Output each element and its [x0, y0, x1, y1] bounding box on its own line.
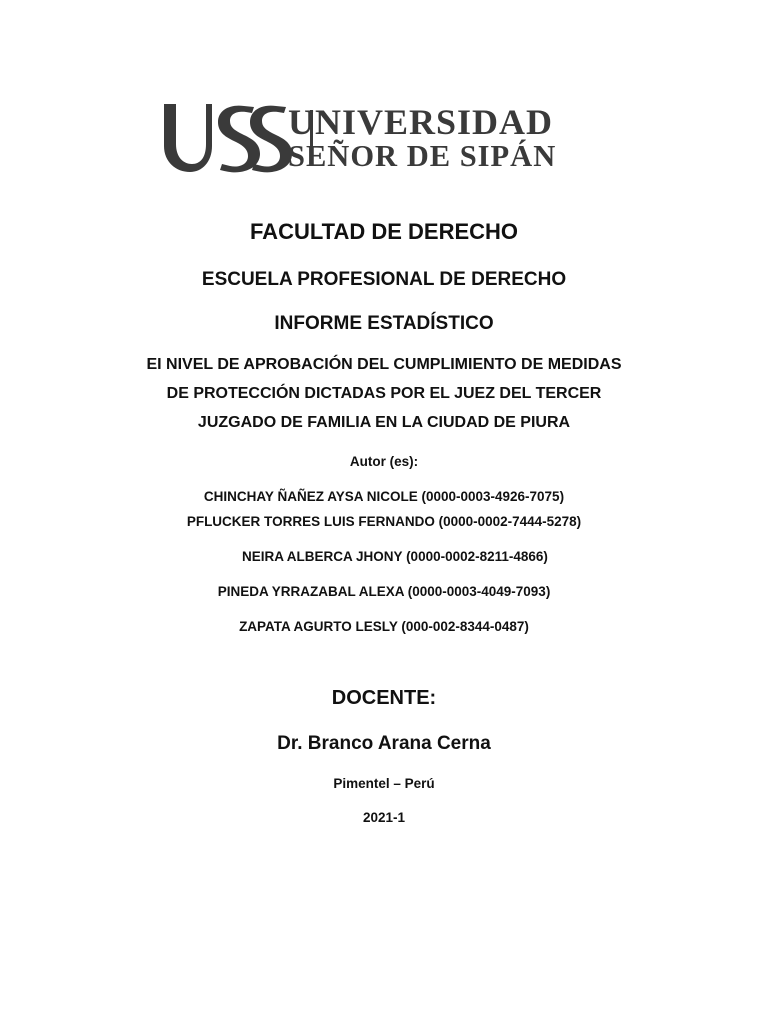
- author-entry: PFLUCKER TORRES LUIS FERNANDO (0000-0002-7444-5278): [186, 514, 582, 529]
- logo-wordmark-line2: SEÑOR DE SIPÁN: [288, 139, 557, 173]
- faculty-heading: FACULTAD DE DERECHO: [249, 219, 519, 244]
- teacher-name: Dr. Branco Arana Cerna: [277, 733, 491, 754]
- report-title-line: DE PROTECCIÓN DICTADAS POR EL JUEZ DEL TERCER: [166, 385, 602, 402]
- school-heading: ESCUELA PROFESIONAL DE DERECHO: [201, 269, 567, 290]
- authors-label: Autor (es):: [349, 454, 419, 469]
- logo-wordmark-line1: UNIVERSIDAD: [288, 102, 554, 142]
- university-logo: [162, 100, 572, 176]
- author-entry: ZAPATA AGURTO LESLY (000-002-8344-0487): [239, 619, 529, 634]
- report-title-line: EI NIVEL DE APROBACIÓN DEL CUMPLIMIENTO DE MEDIDAS: [146, 356, 622, 373]
- author-entry: PINEDA YRRAZABAL ALEXA (0000-0003-4049-7093): [217, 584, 551, 599]
- author-entry: CHINCHAY ÑAÑEZ AYSA NICOLE (0000-0003-4926-7075): [203, 489, 565, 504]
- author-entry: NEIRA ALBERCA JHONY (0000-0002-8211-4866): [242, 549, 548, 564]
- report-title-line: JUZGADO DE FAMILIA EN LA CIUDAD DE PIURA: [197, 414, 571, 431]
- location: Pimentel – Perú: [333, 776, 435, 791]
- academic-year: 2021-1: [362, 810, 406, 825]
- teacher-label: DOCENTE:: [331, 687, 437, 709]
- report-type-heading: INFORME ESTADÍSTICO: [274, 313, 494, 334]
